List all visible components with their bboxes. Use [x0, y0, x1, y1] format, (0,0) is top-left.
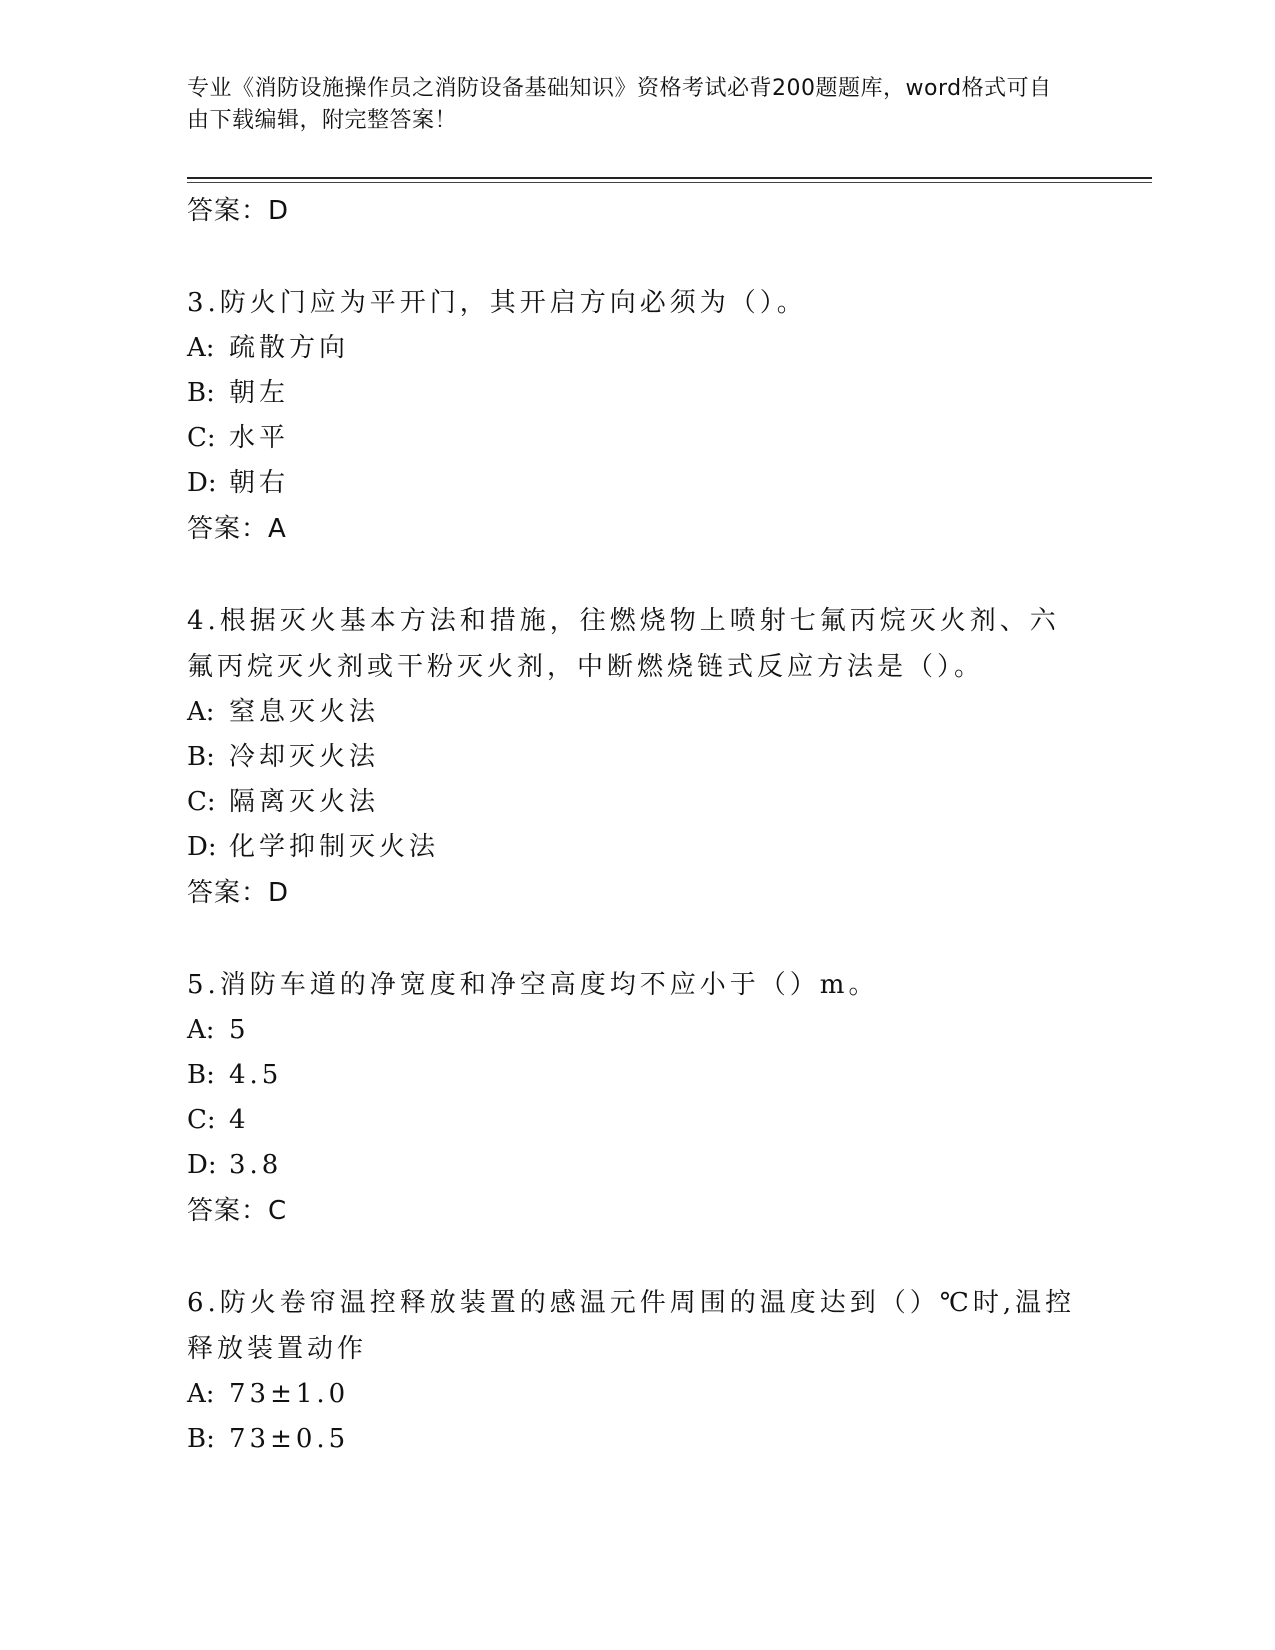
- option-letter: A:: [187, 697, 215, 727]
- question-item: [187, 1280, 1087, 1462]
- option-c: [187, 780, 1087, 825]
- answer-line: 答案：D: [187, 196, 290, 226]
- question-stem: 4.根据灭火基本方法和措施，往燃烧物上喷射七氟丙烷灭火剂、六氟丙烷灭火剂或干粉灭火剂，中断燃烧链式反应方法是（）。: [187, 606, 1060, 682]
- option-text: 水平: [229, 423, 290, 453]
- option-text: 5: [229, 1015, 250, 1045]
- question-stem: 3.防火门应为平开门，其开启方向必须为（）。: [187, 288, 807, 318]
- option-letter: D:: [187, 468, 217, 498]
- answer-line: 答案：A: [187, 514, 287, 544]
- option-letter: B:: [187, 742, 215, 772]
- option-text: 73±1.0: [229, 1379, 350, 1409]
- option-d: [187, 825, 1087, 870]
- option-letter: B:: [187, 1060, 215, 1090]
- option-text: 疏散方向: [229, 333, 350, 363]
- option-text: 朝右: [229, 468, 290, 498]
- option-text: 3.8: [229, 1150, 283, 1180]
- option-letter: A:: [187, 1015, 215, 1045]
- option-b: [187, 1417, 1087, 1462]
- option-text: 化学抑制灭火法: [229, 832, 440, 862]
- option-letter: A:: [187, 333, 215, 363]
- option-letter: B:: [187, 378, 215, 408]
- option-text: 4: [229, 1105, 250, 1135]
- question-stem: 5.消防车道的净宽度和净空高度均不应小于（）m。: [187, 970, 879, 1000]
- option-b: [187, 735, 1087, 780]
- option-letter: C:: [187, 423, 216, 453]
- option-c: [187, 416, 1087, 461]
- option-letter: D:: [187, 1150, 217, 1180]
- question-item: [187, 598, 1087, 916]
- option-text: 朝左: [229, 378, 290, 408]
- question-item: [187, 280, 1087, 552]
- header-divider-thin: [187, 182, 1152, 183]
- header-divider-thick: [187, 177, 1152, 179]
- answer-line: 答案：D: [187, 878, 290, 908]
- option-letter: B:: [187, 1424, 215, 1454]
- option-letter: D:: [187, 832, 217, 862]
- question-stem: 6.防火卷帘温控释放装置的感温元件周围的温度达到（）℃时,温控释放装置动作: [187, 1288, 1076, 1364]
- option-a: [187, 1372, 1087, 1417]
- option-text: 4.5: [229, 1060, 283, 1090]
- option-text: 窒息灭火法: [229, 697, 380, 727]
- answer-line: 答案：C: [187, 1196, 288, 1226]
- option-a: [187, 1008, 1087, 1053]
- option-text: 隔离灭火法: [229, 787, 380, 817]
- option-d: [187, 461, 1087, 506]
- option-c: [187, 1098, 1087, 1143]
- option-b: [187, 371, 1087, 416]
- option-b: [187, 1053, 1087, 1098]
- option-text: 冷却灭火法: [229, 742, 380, 772]
- option-letter: A:: [187, 1379, 215, 1409]
- document-header: 专业《消防设施操作员之消防设备基础知识》资格考试必背200题题库，word格式可自由下载编辑，附完整答案！: [187, 76, 1052, 133]
- option-a: [187, 326, 1087, 371]
- option-d: [187, 1143, 1087, 1188]
- option-text: 73±0.5: [229, 1424, 350, 1454]
- option-a: [187, 690, 1087, 735]
- option-letter: C:: [187, 1105, 216, 1135]
- question-item: [187, 962, 1087, 1234]
- question-list: [187, 188, 1087, 1462]
- option-letter: C:: [187, 787, 216, 817]
